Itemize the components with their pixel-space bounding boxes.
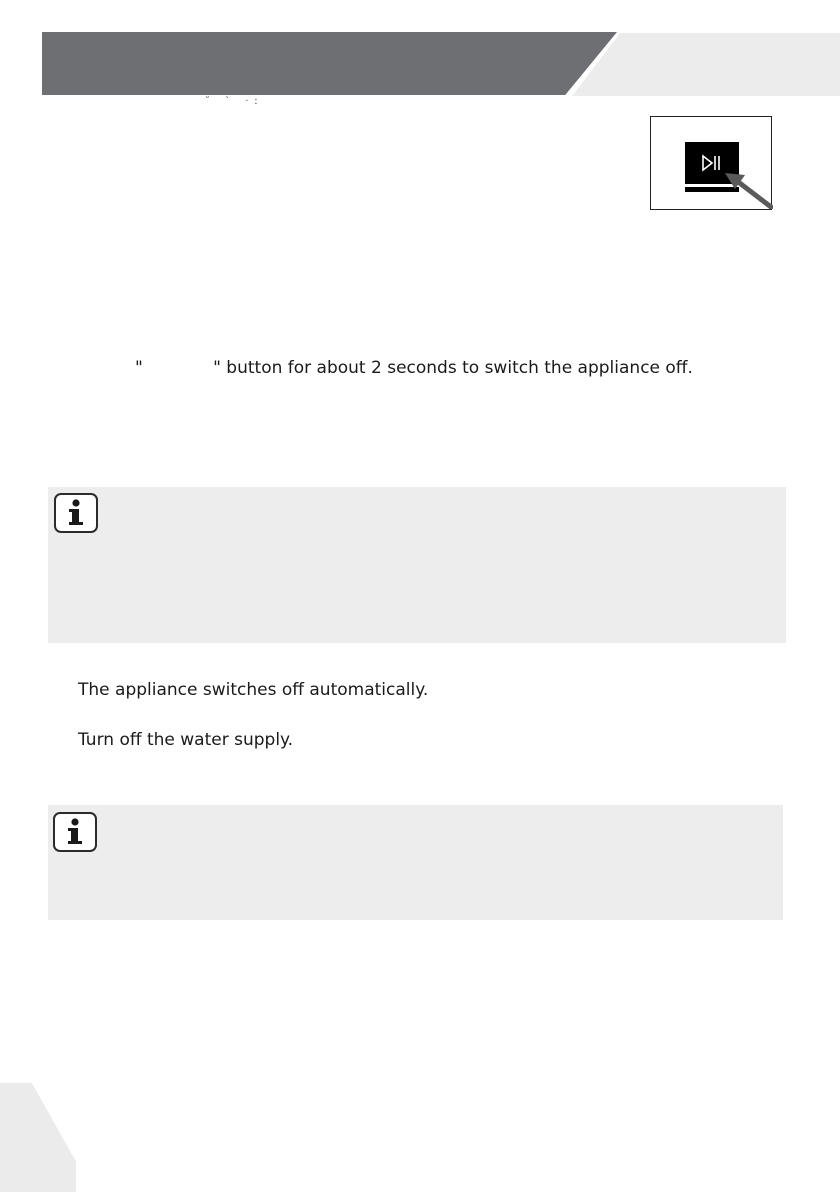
step-water-supply: Turn off the water supply. [78, 730, 294, 750]
info-icon [54, 493, 98, 533]
instruction-switch-off: " " button for about 2 seconds to switch the appliance off. [135, 358, 693, 378]
arrow-icon [721, 167, 773, 209]
header-marks: ˘ ` ·ː [205, 96, 264, 107]
page-corner-tab [0, 1083, 76, 1192]
control-panel-illustration [650, 116, 772, 210]
header-band [42, 32, 617, 95]
step-switches-off: The appliance switches off automatically. [78, 680, 429, 700]
info-note-1 [48, 487, 786, 643]
info-icon [53, 812, 97, 852]
header-tab [572, 33, 840, 96]
info-note-2 [48, 805, 783, 920]
